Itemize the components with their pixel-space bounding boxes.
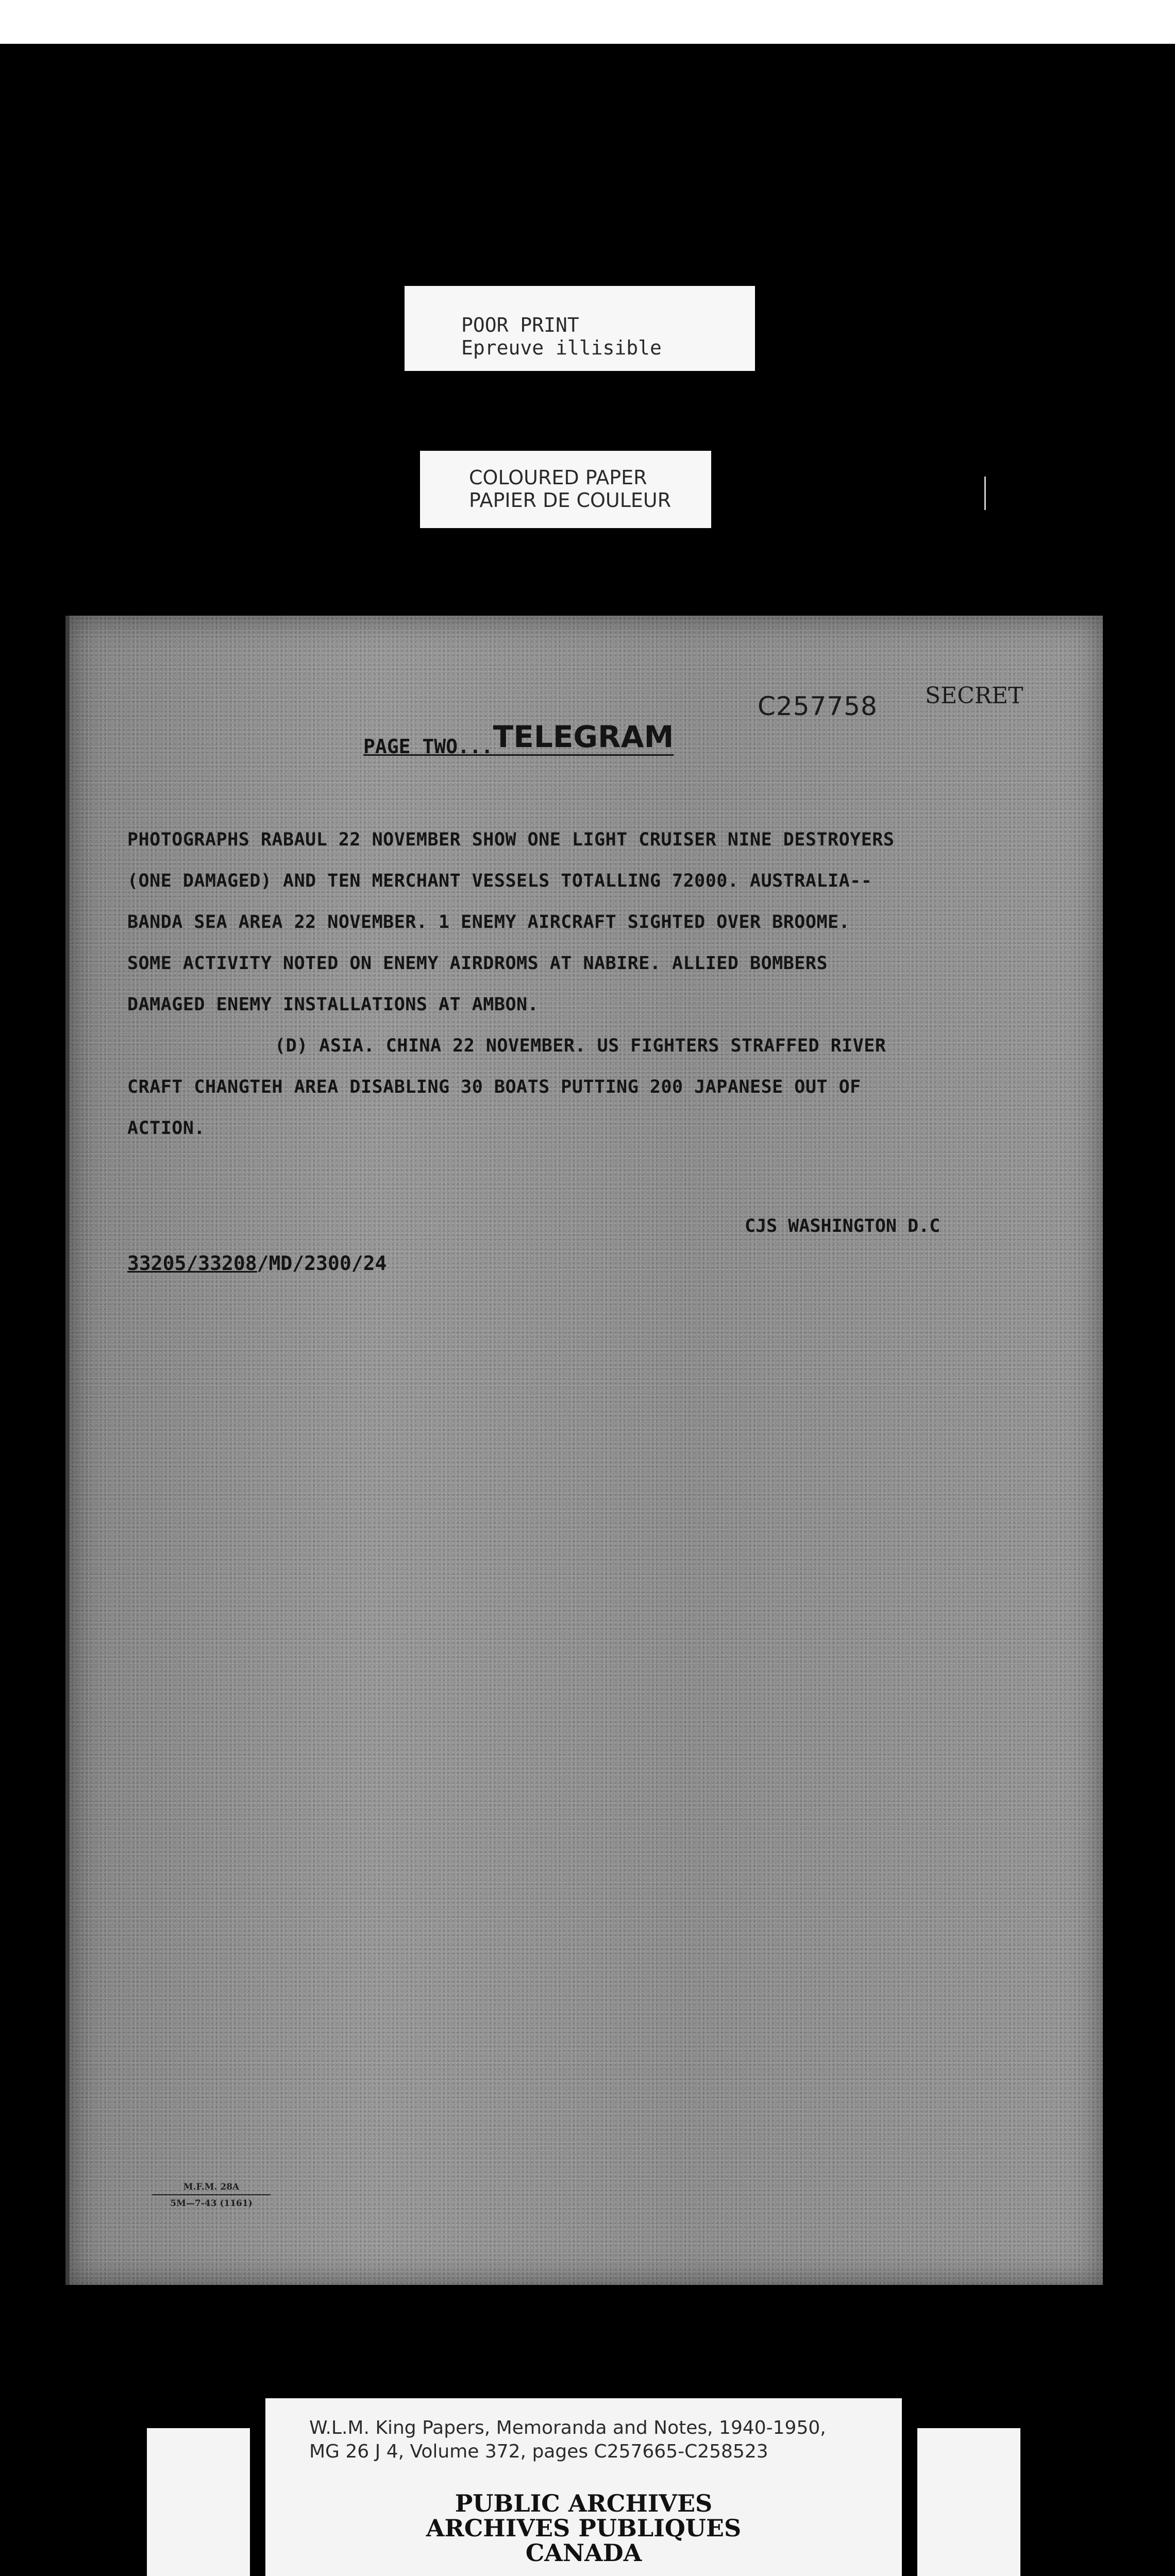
citation-line: MG 26 J 4, Volume 372, pages C257665-C258523 — [309, 2441, 768, 2462]
document-number: C257758 — [758, 691, 878, 721]
archive-card-wrapper — [147, 2398, 1020, 2576]
top-margin — [0, 0, 1175, 44]
message-reference — [127, 1252, 387, 1275]
archive-card — [265, 2398, 902, 2576]
form-number-top: M.F.M. 28A — [152, 2182, 271, 2195]
citation-line: W.L.M. King Papers, Memoranda and Notes, 1940-1950, — [309, 2417, 826, 2438]
poor-print-english: POOR PRINT — [461, 314, 579, 336]
telegram-page — [70, 616, 1103, 2285]
coloured-paper-french: PAPIER DE COULEUR — [469, 489, 672, 512]
card-tab-right — [917, 2428, 1020, 2576]
reference-separator: / — [186, 1252, 198, 1275]
sender-signature: CJS WASHINGTON D.C — [745, 1216, 941, 1236]
archives-heading-french: ARCHIVES PUBLIQUES — [426, 2514, 742, 2542]
archives-heading-english: PUBLIC ARCHIVES — [455, 2489, 713, 2517]
body-line: (D) ASIA. CHINA 22 NOVEMBER. US FIGHTERS STRAFFED RIVER — [275, 1036, 886, 1056]
body-line: BANDA SEA AREA 22 NOVEMBER. 1 ENEMY AIRCRAFT SIGHTED OVER BROOME. — [127, 912, 850, 933]
reference-suffix: /MD/2300/24 — [257, 1252, 387, 1275]
telegram-body — [127, 819, 1065, 1149]
card-tab-left — [147, 2428, 250, 2576]
body-line: ACTION. — [127, 1118, 206, 1139]
coloured-paper-label — [420, 451, 711, 528]
reference-number-1: 33205 — [127, 1252, 187, 1275]
page-label: PAGE TWO... — [363, 735, 493, 758]
page-heading — [363, 719, 674, 760]
film-scratch — [984, 477, 986, 510]
poor-print-french: Epreuve illisible — [461, 336, 662, 359]
archives-heading — [265, 2491, 902, 2565]
telegram-heading: TELEGRAM — [493, 719, 674, 754]
body-line: DAMAGED ENEMY INSTALLATIONS AT AMBON. — [127, 994, 539, 1015]
page-edge-shadow — [65, 616, 70, 2285]
form-number-bottom: 5M—7-43 (1161) — [170, 2198, 253, 2209]
body-line: PHOTOGRAPHS RABAUL 22 NOVEMBER SHOW ONE LIGHT CRUISER NINE DESTROYERS — [127, 829, 895, 850]
classification-marking: SECRET — [925, 683, 1023, 709]
reference-number-2: 33208 — [198, 1252, 257, 1275]
body-line: SOME ACTIVITY NOTED ON ENEMY AIRDROMS AT NABIRE. ALLIED BOMBERS — [127, 953, 828, 974]
archives-heading-country: CANADA — [525, 2539, 642, 2567]
poor-print-label — [405, 286, 755, 371]
archive-citation — [309, 2416, 826, 2464]
coloured-paper-english: COLOURED PAPER — [469, 466, 647, 489]
form-number — [152, 2182, 271, 2209]
body-line: (ONE DAMAGED) AND TEN MERCHANT VESSELS TOTALLING 72000. AUSTRALIA-- — [127, 871, 872, 891]
body-line: CRAFT CHANGTEH AREA DISABLING 30 BOATS PUTTING 200 JAPANESE OUT OF — [127, 1077, 861, 1097]
